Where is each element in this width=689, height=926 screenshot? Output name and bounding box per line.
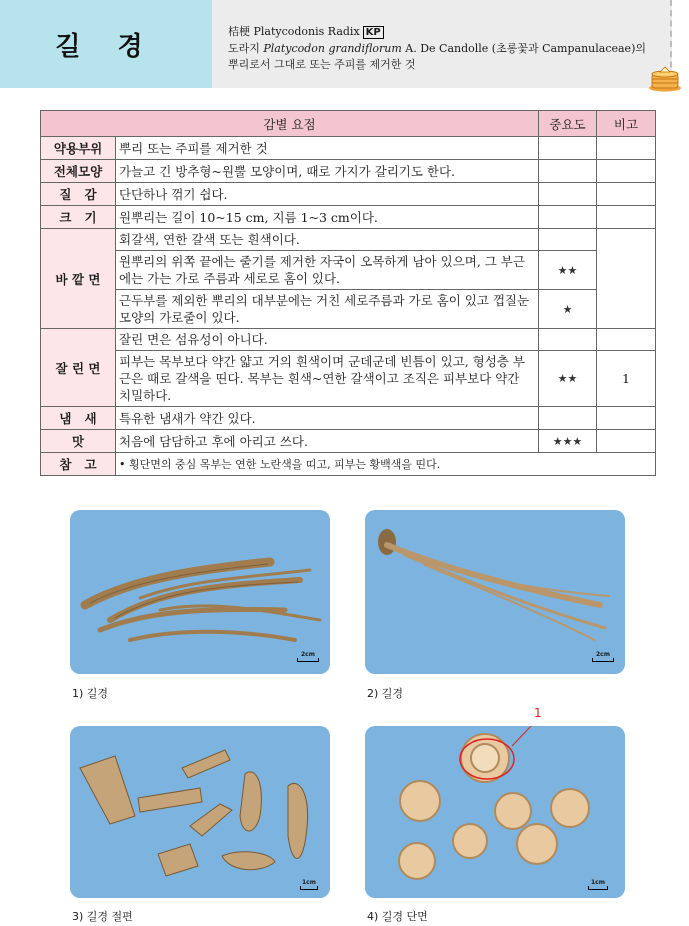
root-illustration [70,510,330,674]
row-text: 처음에 담담하고 후에 아리고 쓰다. [116,430,539,453]
row-note [597,137,656,160]
title-box [0,0,212,88]
photo-root-cross-sections [365,726,625,898]
scale-bar [588,879,608,890]
row-text: 피부는 목부보다 약간 얇고 거의 흰색이며 군데군데 빈틈이 있고, 형성층 부근은 때로 갈색을 띤다. 목부는 흰색~연한 갈색이고 조직은 피부보다 약간 치밀하다. [116,351,539,407]
row-importance [539,160,597,183]
table-row [41,351,656,407]
scale-bar [592,651,614,662]
row-label: 맛 [41,430,116,453]
photo-caption: 4) 길경 단면 [367,910,428,923]
root-illustration [365,510,625,674]
row-importance [539,206,597,229]
table-row [41,430,656,453]
row-note [597,206,656,229]
table-row [41,183,656,206]
scale-label: 2cm [301,651,315,658]
table-row [41,251,656,290]
row-text: 근두부를 제외한 뿌리의 대부분에는 거친 세로주름과 가로 홈이 있고 껍질눈 모양의 가로줄이 있다. [116,290,539,329]
row-importance: ★★ [539,351,597,407]
reference-text: • 횡단면의 중심 목부는 연한 노란색을 띠고, 피부는 황백색을 띤다. [116,453,656,476]
scale-label: 2cm [596,651,610,658]
photo-caption: 3) 길경 절편 [72,910,133,923]
row-text: 원뿌리는 길이 10~15 cm, 지름 1~3 cm이다. [116,206,539,229]
row-note [597,183,656,206]
page-title: 길 경 [55,31,157,62]
scale-label: 1cm [302,879,316,886]
origin-post: A. De Candolle (초롱꽃과 Campanulaceae)의 [401,42,646,55]
cake-icon [648,66,682,92]
header-main: 감별 요점 [41,111,539,137]
row-label: 약용부위 [41,137,116,160]
photo-caption: 2) 길경 [367,687,404,700]
row-label: 참 고 [41,453,116,476]
species-name: Platycodon grandiflorum [263,42,402,55]
table-row [41,290,656,329]
row-importance [539,183,597,206]
header-note: 비고 [597,111,656,137]
herb-name-latin: 桔梗 Platycodonis Radix [228,25,360,38]
cross-section-illustration [365,726,625,898]
cut-label: 잘 린 면 [41,329,116,407]
row-importance: ★★ [539,251,597,290]
row-text: 잘린 면은 섬유성이 아니다. [116,329,539,351]
table-row [41,453,656,476]
photo-caption: 1) 길경 [72,687,109,700]
photo-root-whole-2 [365,510,625,674]
row-text: 단단하나 꺾기 쉽다. [116,183,539,206]
header-importance: 중요도 [539,111,597,137]
row-importance [539,137,597,160]
callout-number: 1 [534,706,542,720]
row-text: 특유한 냄새가 약간 있다. [116,407,539,430]
row-note [597,329,656,351]
row-text: 회갈색, 연한 갈색 또는 흰색이다. [116,229,539,251]
table-row [41,407,656,430]
slice-illustration [70,726,330,898]
origin-pre: 도라지 [228,42,264,55]
row-note [597,160,656,183]
table-row [41,329,656,351]
row-label: 크 기 [41,206,116,229]
row-text: 원뿌리의 위쪽 끝에는 줄기를 제거한 자국이 오목하게 남아 있으며, 그 부근에는 가는 가로 주름과 세로로 홈이 있다. [116,251,539,290]
scale-bar [297,651,319,662]
scale-label: 1cm [591,879,605,886]
table-row [41,206,656,229]
row-note [597,229,656,329]
row-label: 냄 새 [41,407,116,430]
photo-root-slices [70,726,330,898]
row-importance [539,407,597,430]
row-text: 뿌리 또는 주피를 제거한 것 [116,137,539,160]
row-label: 질 감 [41,183,116,206]
row-note [597,430,656,453]
row-importance: ★ [539,290,597,329]
table-row [41,229,656,251]
row-importance [539,329,597,351]
identification-table [40,110,656,476]
surface-label: 바 깥 면 [41,229,116,329]
row-label: 전체모양 [41,160,116,183]
row-text: 가늘고 긴 방추형~원뿔 모양이며, 때로 가지가 갈리기도 한다. [116,160,539,183]
row-note: 1 [597,351,656,407]
table-row [41,137,656,160]
scale-bar [300,879,318,890]
row-importance: ★★★ [539,430,597,453]
table-row [41,160,656,183]
row-importance [539,229,597,251]
kp-badge: KP [363,26,384,39]
row-note [597,407,656,430]
origin-line3: 뿌리로서 그대로 또는 주피를 제거한 것 [228,58,416,71]
photo-root-whole-1 [70,510,330,674]
herb-description [228,24,668,73]
